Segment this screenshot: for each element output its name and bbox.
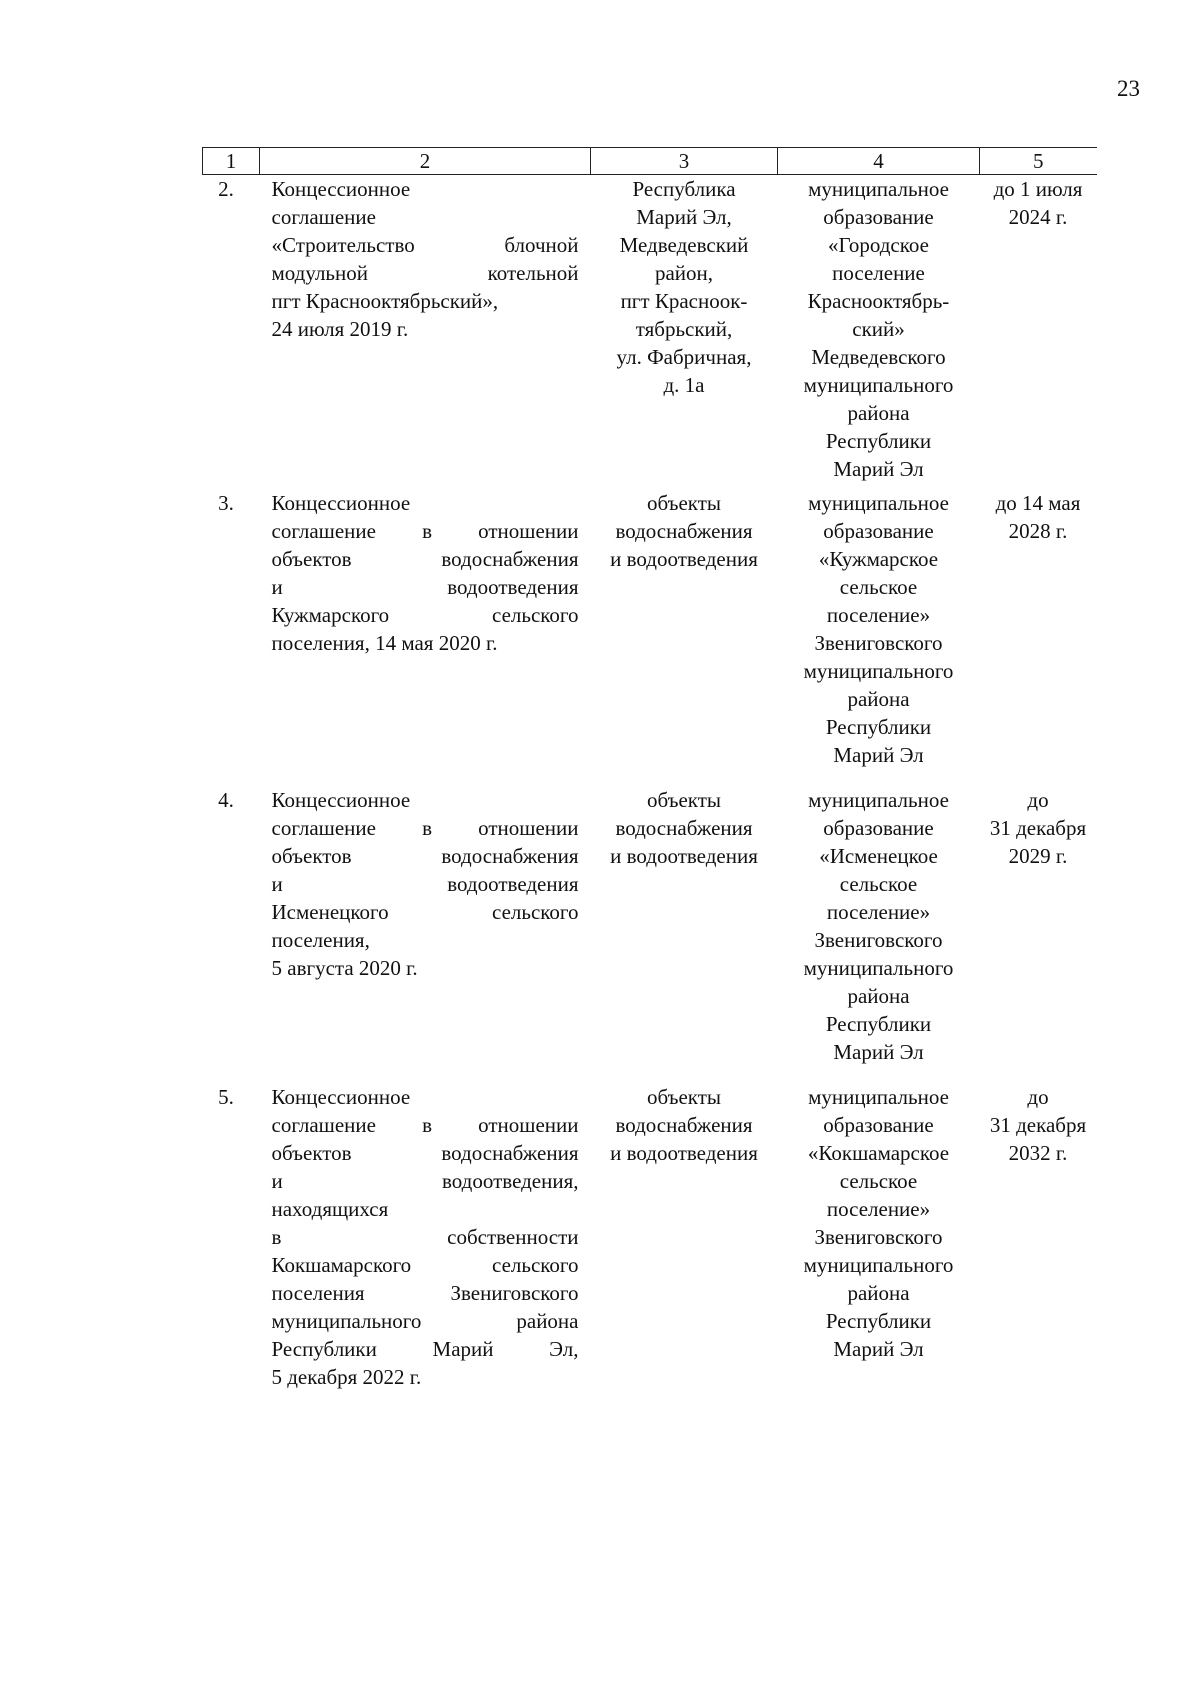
cell-text-line: района xyxy=(847,984,910,1008)
page-number: 23 xyxy=(1117,76,1140,101)
cell-text-line: и водоотведения xyxy=(610,1141,758,1165)
cell-text-line: Звениговского xyxy=(814,928,943,952)
cell-text-line: и водоотведения xyxy=(271,575,579,599)
grantor-entity xyxy=(778,786,980,1083)
agreement-term xyxy=(980,786,1097,1083)
cell-text-line: соглашение в отношении xyxy=(271,816,579,840)
agreement-name xyxy=(260,489,591,786)
agreement-term xyxy=(980,175,1097,490)
cell-text-line: и водоотведения xyxy=(610,844,758,868)
agreement-name xyxy=(260,786,591,1083)
cell-text-line: образование xyxy=(823,816,934,840)
cell-text-line: Концессионное xyxy=(271,1085,411,1109)
cell-text-line: Республика xyxy=(632,177,736,201)
cell-text-line: соглашение xyxy=(271,205,376,229)
cell-text-line: объекты xyxy=(646,1085,722,1109)
cell-text-line: муниципального xyxy=(803,956,954,980)
cell-text-line: муниципального xyxy=(803,373,954,397)
cell-text-line: Звениговского xyxy=(814,1225,943,1249)
cell-text-line: объекты xyxy=(646,788,722,812)
table-row xyxy=(203,175,1097,490)
cell-text-line: «Кокшамарское xyxy=(807,1141,950,1165)
cell-text-line: водоснабжения xyxy=(615,519,753,543)
cell-text-line: объектов водоснабжения xyxy=(271,1141,579,1165)
cell-text-line: муниципальное xyxy=(808,177,949,201)
cell-text-line: Марий Эл xyxy=(833,1337,924,1361)
agreement-name xyxy=(260,1083,591,1403)
cell-text-line: 24 июля 2019 г. xyxy=(271,317,409,341)
grantor-entity xyxy=(778,489,980,786)
cell-text-line: до 1 июля xyxy=(993,177,1083,201)
cell-text-line: поселение» xyxy=(826,1197,931,1221)
cell-text-line: ский» xyxy=(852,317,905,341)
agreement-term xyxy=(980,489,1097,786)
object-location xyxy=(591,786,778,1083)
cell-text-line: Медведевский xyxy=(619,233,749,257)
cell-text-line: 2029 г. xyxy=(1008,844,1068,868)
cell-text-line: «Кужмарское xyxy=(818,547,939,571)
cell-text-line: «Исменецкое xyxy=(819,844,938,868)
cell-text-line: Кокшамарского сельского xyxy=(271,1253,579,1277)
cell-text-line: образование xyxy=(823,1113,934,1137)
cell-text-line: сельское xyxy=(839,872,918,896)
cell-text-line: Марий Эл xyxy=(833,1040,924,1064)
cell-text-line: пгт Краснооктябрьский», xyxy=(271,289,499,313)
grantor-entity xyxy=(778,175,980,490)
cell-text-line: 5 декабря 2022 г. xyxy=(271,1365,422,1389)
cell-text-line: муниципального xyxy=(803,1253,954,1277)
cell-text-line: Республики xyxy=(825,1012,932,1036)
cell-text-line: находящихся xyxy=(271,1197,389,1221)
cell-text-line: Республики xyxy=(825,1309,932,1333)
cell-text-line: поселение» xyxy=(826,900,931,924)
cell-text-line: Концессионное xyxy=(271,788,411,812)
cell-text-line: муниципальное xyxy=(808,491,949,515)
cell-text-line: Краснооктябрь- xyxy=(807,289,950,313)
cell-text-line: «Строительство блочной xyxy=(271,233,579,257)
cell-text-line: Республики xyxy=(825,715,932,739)
cell-text-line: Марий Эл xyxy=(833,743,924,767)
column-header-1: 1 xyxy=(203,148,260,175)
cell-text-line: и водоотведения, xyxy=(271,1169,579,1193)
cell-text-line: до xyxy=(1027,1085,1049,1109)
cell-text-line: объектов водоснабжения xyxy=(271,844,579,868)
cell-text-line: образование xyxy=(823,519,934,543)
column-header-2: 2 xyxy=(260,148,591,175)
cell-text-line: район, xyxy=(654,261,714,285)
cell-text-line: муниципального района xyxy=(271,1309,579,1333)
cell-text-line: пгт Красноок- xyxy=(620,289,748,313)
cell-text-line: соглашение в отношении xyxy=(271,1113,579,1137)
agreement-name xyxy=(260,175,591,490)
cell-text-line: до 14 мая xyxy=(995,491,1081,515)
cell-text-line: соглашение в отношении xyxy=(271,519,579,543)
cell-text-line: до xyxy=(1027,788,1049,812)
cell-text-line: Республики Марий Эл, xyxy=(271,1337,579,1361)
cell-text-line: муниципальное xyxy=(808,788,949,812)
cell-text-line: поселения, xyxy=(271,928,370,952)
row-number: 4. xyxy=(218,788,234,812)
cell-text-line: муниципальное xyxy=(808,1085,949,1109)
cell-text-line: образование xyxy=(823,205,934,229)
cell-text-line: поселения Звениговского xyxy=(271,1281,579,1305)
object-location xyxy=(591,175,778,490)
cell-text-line: Концессионное xyxy=(271,491,411,515)
table-row xyxy=(203,489,1097,786)
row-number: 2. xyxy=(218,177,234,201)
cell-text-line: Концессионное xyxy=(271,177,411,201)
cell-text-line: в собственности xyxy=(271,1225,579,1249)
cell-text-line: поселение» xyxy=(826,603,931,627)
cell-text-line: 5 августа 2020 г. xyxy=(271,956,418,980)
row-number: 3. xyxy=(218,491,234,515)
cell-text-line: Кужмарского сельского xyxy=(271,603,579,627)
cell-text-line: модульной котельной xyxy=(271,261,579,285)
cell-text-line: ул. Фабричная, xyxy=(616,345,752,369)
grantor-entity xyxy=(778,1083,980,1403)
cell-text-line: объекты xyxy=(646,491,722,515)
cell-text-line: 2032 г. xyxy=(1008,1141,1068,1165)
cell-text-line: сельское xyxy=(839,1169,918,1193)
column-header-4: 4 xyxy=(778,148,980,175)
object-location xyxy=(591,489,778,786)
cell-text-line: 31 декабря xyxy=(989,1113,1087,1137)
cell-text-line: Марий Эл, xyxy=(636,205,732,229)
table-row xyxy=(203,786,1097,1083)
column-header-3: 3 xyxy=(591,148,778,175)
cell-text-line: тябрьский, xyxy=(635,317,733,341)
cell-text-line: Исменецкого сельского xyxy=(271,900,579,924)
row-number: 5. xyxy=(218,1085,234,1109)
cell-text-line: района xyxy=(847,401,910,425)
cell-text-line: поселения, 14 мая 2020 г. xyxy=(271,631,498,655)
cell-text-line: района xyxy=(847,1281,910,1305)
cell-text-line: 2028 г. xyxy=(1008,519,1068,543)
concession-table xyxy=(202,147,1097,1403)
cell-text-line: и водоотведения xyxy=(271,872,579,896)
cell-text-line: муниципального xyxy=(803,659,954,683)
cell-text-line: сельское xyxy=(839,575,918,599)
cell-text-line: Марий Эл xyxy=(833,457,924,481)
agreement-term xyxy=(980,1083,1097,1403)
cell-text-line: д. 1а xyxy=(663,373,705,397)
cell-text-line: и водоотведения xyxy=(610,547,758,571)
column-header-5: 5 xyxy=(980,148,1097,175)
table-row xyxy=(203,1083,1097,1403)
cell-text-line: 2024 г. xyxy=(1008,205,1068,229)
object-location xyxy=(591,1083,778,1403)
cell-text-line: Звениговского xyxy=(814,631,943,655)
cell-text-line: Республики xyxy=(825,429,932,453)
cell-text-line: поселение xyxy=(832,261,925,285)
cell-text-line: района xyxy=(847,687,910,711)
cell-text-line: Медведевского xyxy=(811,345,946,369)
cell-text-line: объектов водоснабжения xyxy=(271,547,579,571)
cell-text-line: 31 декабря xyxy=(989,816,1087,840)
cell-text-line: водоснабжения xyxy=(615,816,753,840)
table-header-row xyxy=(203,148,1097,175)
cell-text-line: водоснабжения xyxy=(615,1113,753,1137)
cell-text-line: «Городское xyxy=(828,233,929,257)
